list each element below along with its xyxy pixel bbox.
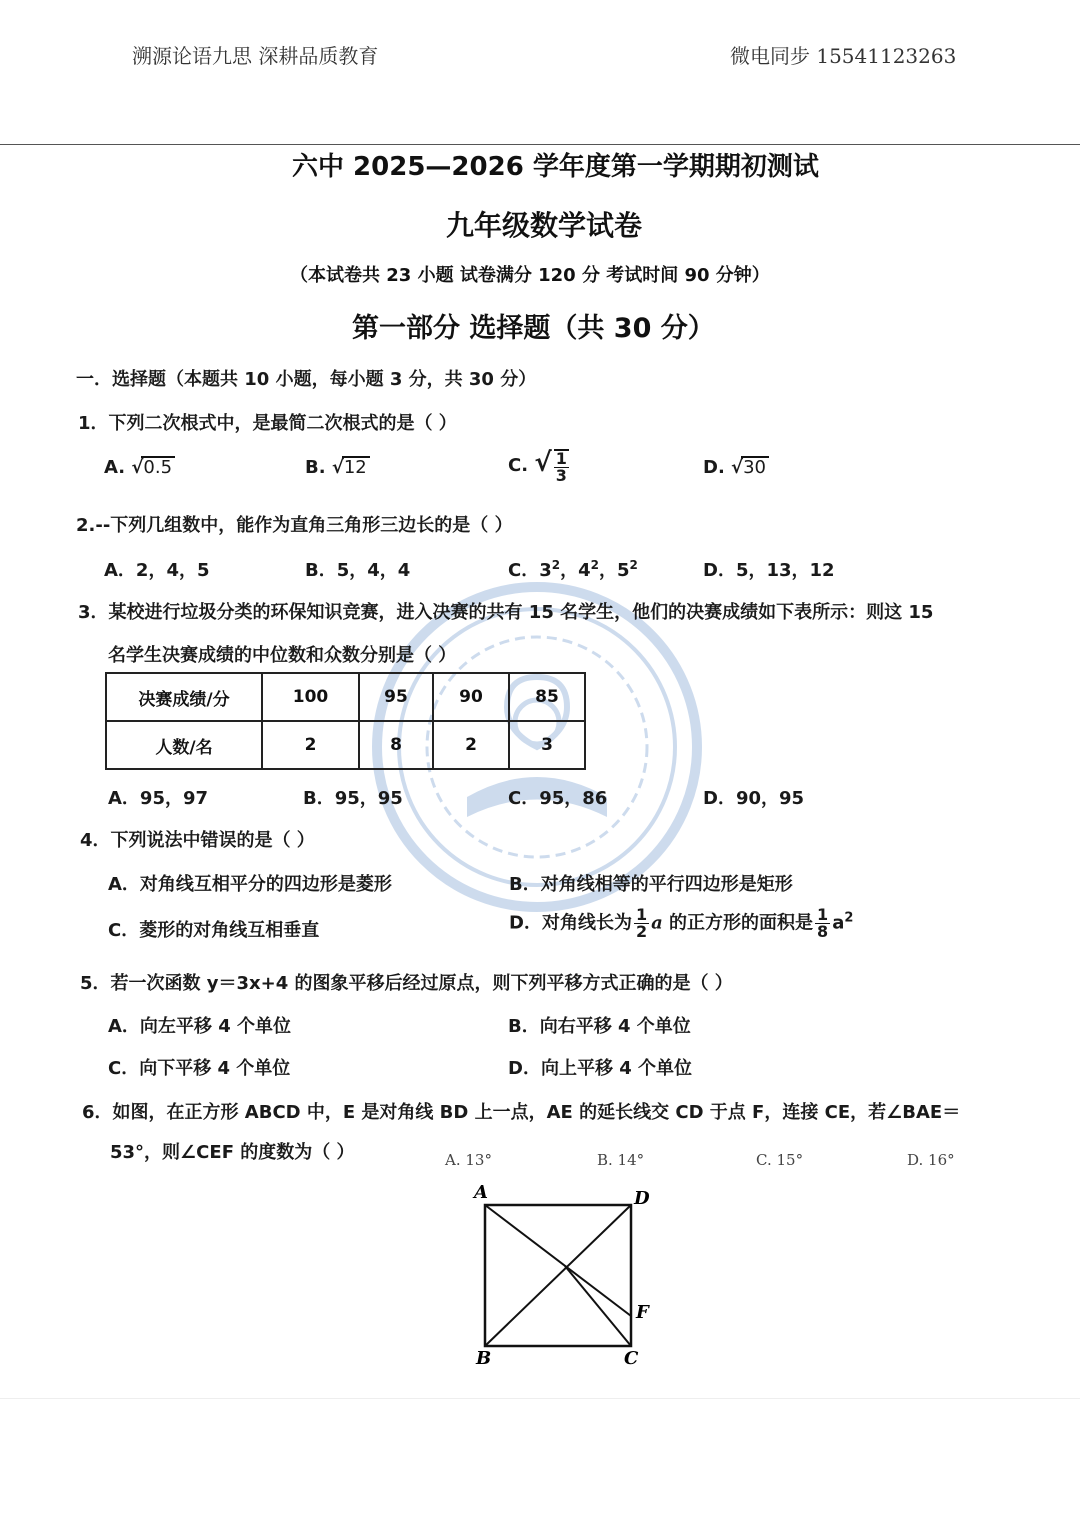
q3-stem-line1: 3．某校进行垃圾分类的环保知识竞赛，进入决赛的共有 15 名学生，他们的决赛成绩如下表所示：则这 15 [78, 602, 934, 623]
q4-option-a: A．对角线互相平分的四边形是菱形 [108, 874, 392, 895]
q6-option-b: B. 14° [597, 1151, 645, 1169]
part-heading: 第一部分 选择题（共 30 分） [352, 313, 715, 344]
table-cell: 8 [359, 721, 433, 769]
q5-option-d: D．向上平移 4 个单位 [508, 1058, 692, 1079]
q4-option-d: D．对角线长为 $\frac{1}{2}$ a 的正方形的面积是 $\frac{1}{8}$ $a^2$ [509, 905, 854, 941]
figure-label-a: A [474, 1182, 488, 1203]
q5-stem: 5．若一次函数 y＝3x+4 的图象平移后经过原点，则下列平移方式正确的是（ ） [80, 973, 733, 994]
table-cell: 人数/名 [106, 721, 262, 769]
q1-option-b: B. √12 [305, 456, 370, 478]
q3-option-a: A．95，97 [108, 788, 209, 809]
table-cell: 95 [359, 673, 433, 721]
table-cell: 3 [509, 721, 585, 769]
q3-stem-line2: 名学生决赛成绩的中位数和众数分别是（ ） [108, 645, 457, 666]
q6-stem-line1: 6．如图，在正方形 ABCD 中，E 是对角线 BD 上一点，AE 的延长线交 CD 于点 F，连接 CE，若∠BAE＝ [82, 1102, 961, 1123]
q6-option-a: A. 13° [445, 1151, 492, 1169]
page-bottom-edge [0, 1398, 1080, 1399]
q2-option-c: C．$3^2$，$4^2$，$5^2$ [508, 558, 638, 581]
q3-option-c: C．95，86 [508, 788, 608, 809]
header-right-contact: 微电同步 15541123263 [730, 44, 957, 68]
q5-option-c: C．向下平移 4 个单位 [108, 1058, 291, 1079]
q1-option-d: D. √30 [703, 456, 769, 478]
q5-option-b: B．向右平移 4 个单位 [508, 1016, 691, 1037]
q1-stem: 1．下列二次根式中，是最简二次根式的是（ ） [78, 413, 457, 434]
q4-option-b: B．对角线相等的平行四边形是矩形 [509, 874, 793, 895]
q6-stem-line2: 53°，则∠CEF 的度数为（ ） [110, 1142, 355, 1163]
table-row [106, 673, 585, 721]
q6-option-c: C. 15° [756, 1151, 804, 1169]
exam-info: （本试卷共 23 小题 试卷满分 120 分 考试时间 90 分钟） [290, 265, 770, 286]
q6-square-figure [460, 1178, 670, 1368]
header-left-slogan: 溯源论语九思 深耕品质教育 [132, 44, 379, 68]
q3-option-d: D．90，95 [703, 788, 805, 809]
table-cell: 90 [433, 673, 509, 721]
table-cell: 决赛成绩/分 [106, 673, 262, 721]
table-row [106, 721, 585, 769]
table-cell: 2 [262, 721, 359, 769]
table-cell: 2 [433, 721, 509, 769]
table-cell: 100 [262, 673, 359, 721]
figure-label-c: C [624, 1348, 639, 1368]
q1-option-a: A. √0.5 [104, 456, 175, 478]
q2-option-d: D．5，13，12 [703, 560, 835, 581]
figure-label-b: B [476, 1348, 492, 1368]
q5-option-a: A．向左平移 4 个单位 [108, 1016, 291, 1037]
q3-score-table [105, 672, 586, 770]
q3-option-b: B．95，95 [303, 788, 403, 809]
q1-option-c: C. √ $\frac{1}{3}$ [508, 448, 567, 485]
exam-title: 六中 2025—2026 学年度第一学期期初测试 [292, 152, 819, 182]
exam-subtitle: 九年级数学试卷 [446, 209, 643, 242]
figure-label-d: D [634, 1188, 650, 1209]
q2-option-a: A．2，4，5 [104, 560, 210, 581]
header-divider [0, 144, 1080, 145]
section-heading: 一．选择题（本题共 10 小题，每小题 3 分，共 30 分） [76, 369, 537, 390]
q6-option-d: D. 16° [907, 1151, 955, 1169]
figure-label-f: F [636, 1302, 649, 1323]
q2-stem: 2.--下列几组数中，能作为直角三角形三边长的是（ ） [76, 515, 513, 536]
table-cell: 85 [509, 673, 585, 721]
q2-option-b: B．5，4，4 [305, 560, 411, 581]
q4-option-c: C．菱形的对角线互相垂直 [108, 920, 320, 941]
q4-stem: 4．下列说法中错误的是（ ） [80, 830, 315, 851]
